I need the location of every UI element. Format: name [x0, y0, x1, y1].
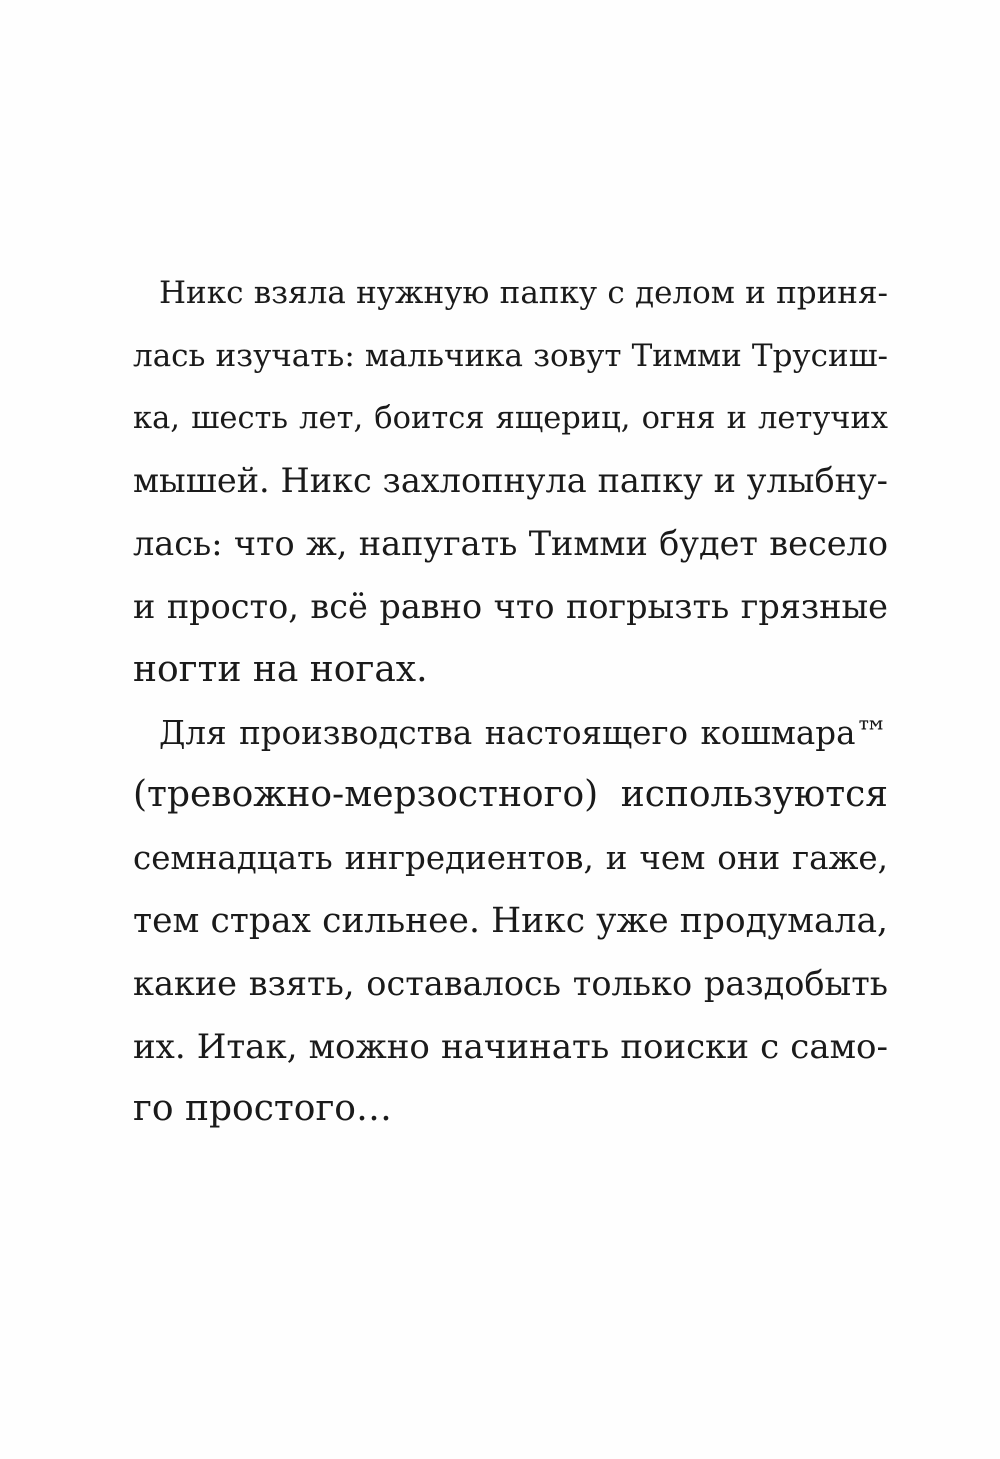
- text-line: лась изучать: мальчика зовут Тимми Трусиш-: [133, 337, 888, 374]
- paragraph-2: [133, 702, 888, 1142]
- text-line: ногти на ногах.: [133, 648, 428, 690]
- text-line: Для производства настоящего кошмара™: [159, 713, 888, 752]
- text-line: семнадцать ингредиентов, и чем они гаже,: [133, 839, 888, 878]
- text-line: ка, шесть лет, боится ящериц, огня и летучих: [133, 400, 888, 436]
- text-line: (тревожно-мерзостного) используются: [133, 774, 888, 816]
- text-line: лась: что ж, напугать Тимми будет весело: [133, 524, 888, 564]
- text-line: и просто, всё равно что погрызть грязные: [133, 586, 888, 626]
- paragraph-1: [133, 262, 888, 702]
- text-line: го простого…: [133, 1088, 392, 1130]
- body-text: [133, 262, 888, 1141]
- text-line: тем страх сильнее. Никс уже продумала,: [133, 900, 888, 941]
- text-line: мышей. Никс захлопнула папку и улыбну-: [133, 461, 888, 501]
- text-line: их. Итак, можно начинать поиски с само-: [133, 1026, 888, 1067]
- text-line: Никс взяла нужную папку с делом и приня-: [159, 275, 888, 311]
- text-line: какие взять, оставалось только раздобыть: [133, 963, 888, 1003]
